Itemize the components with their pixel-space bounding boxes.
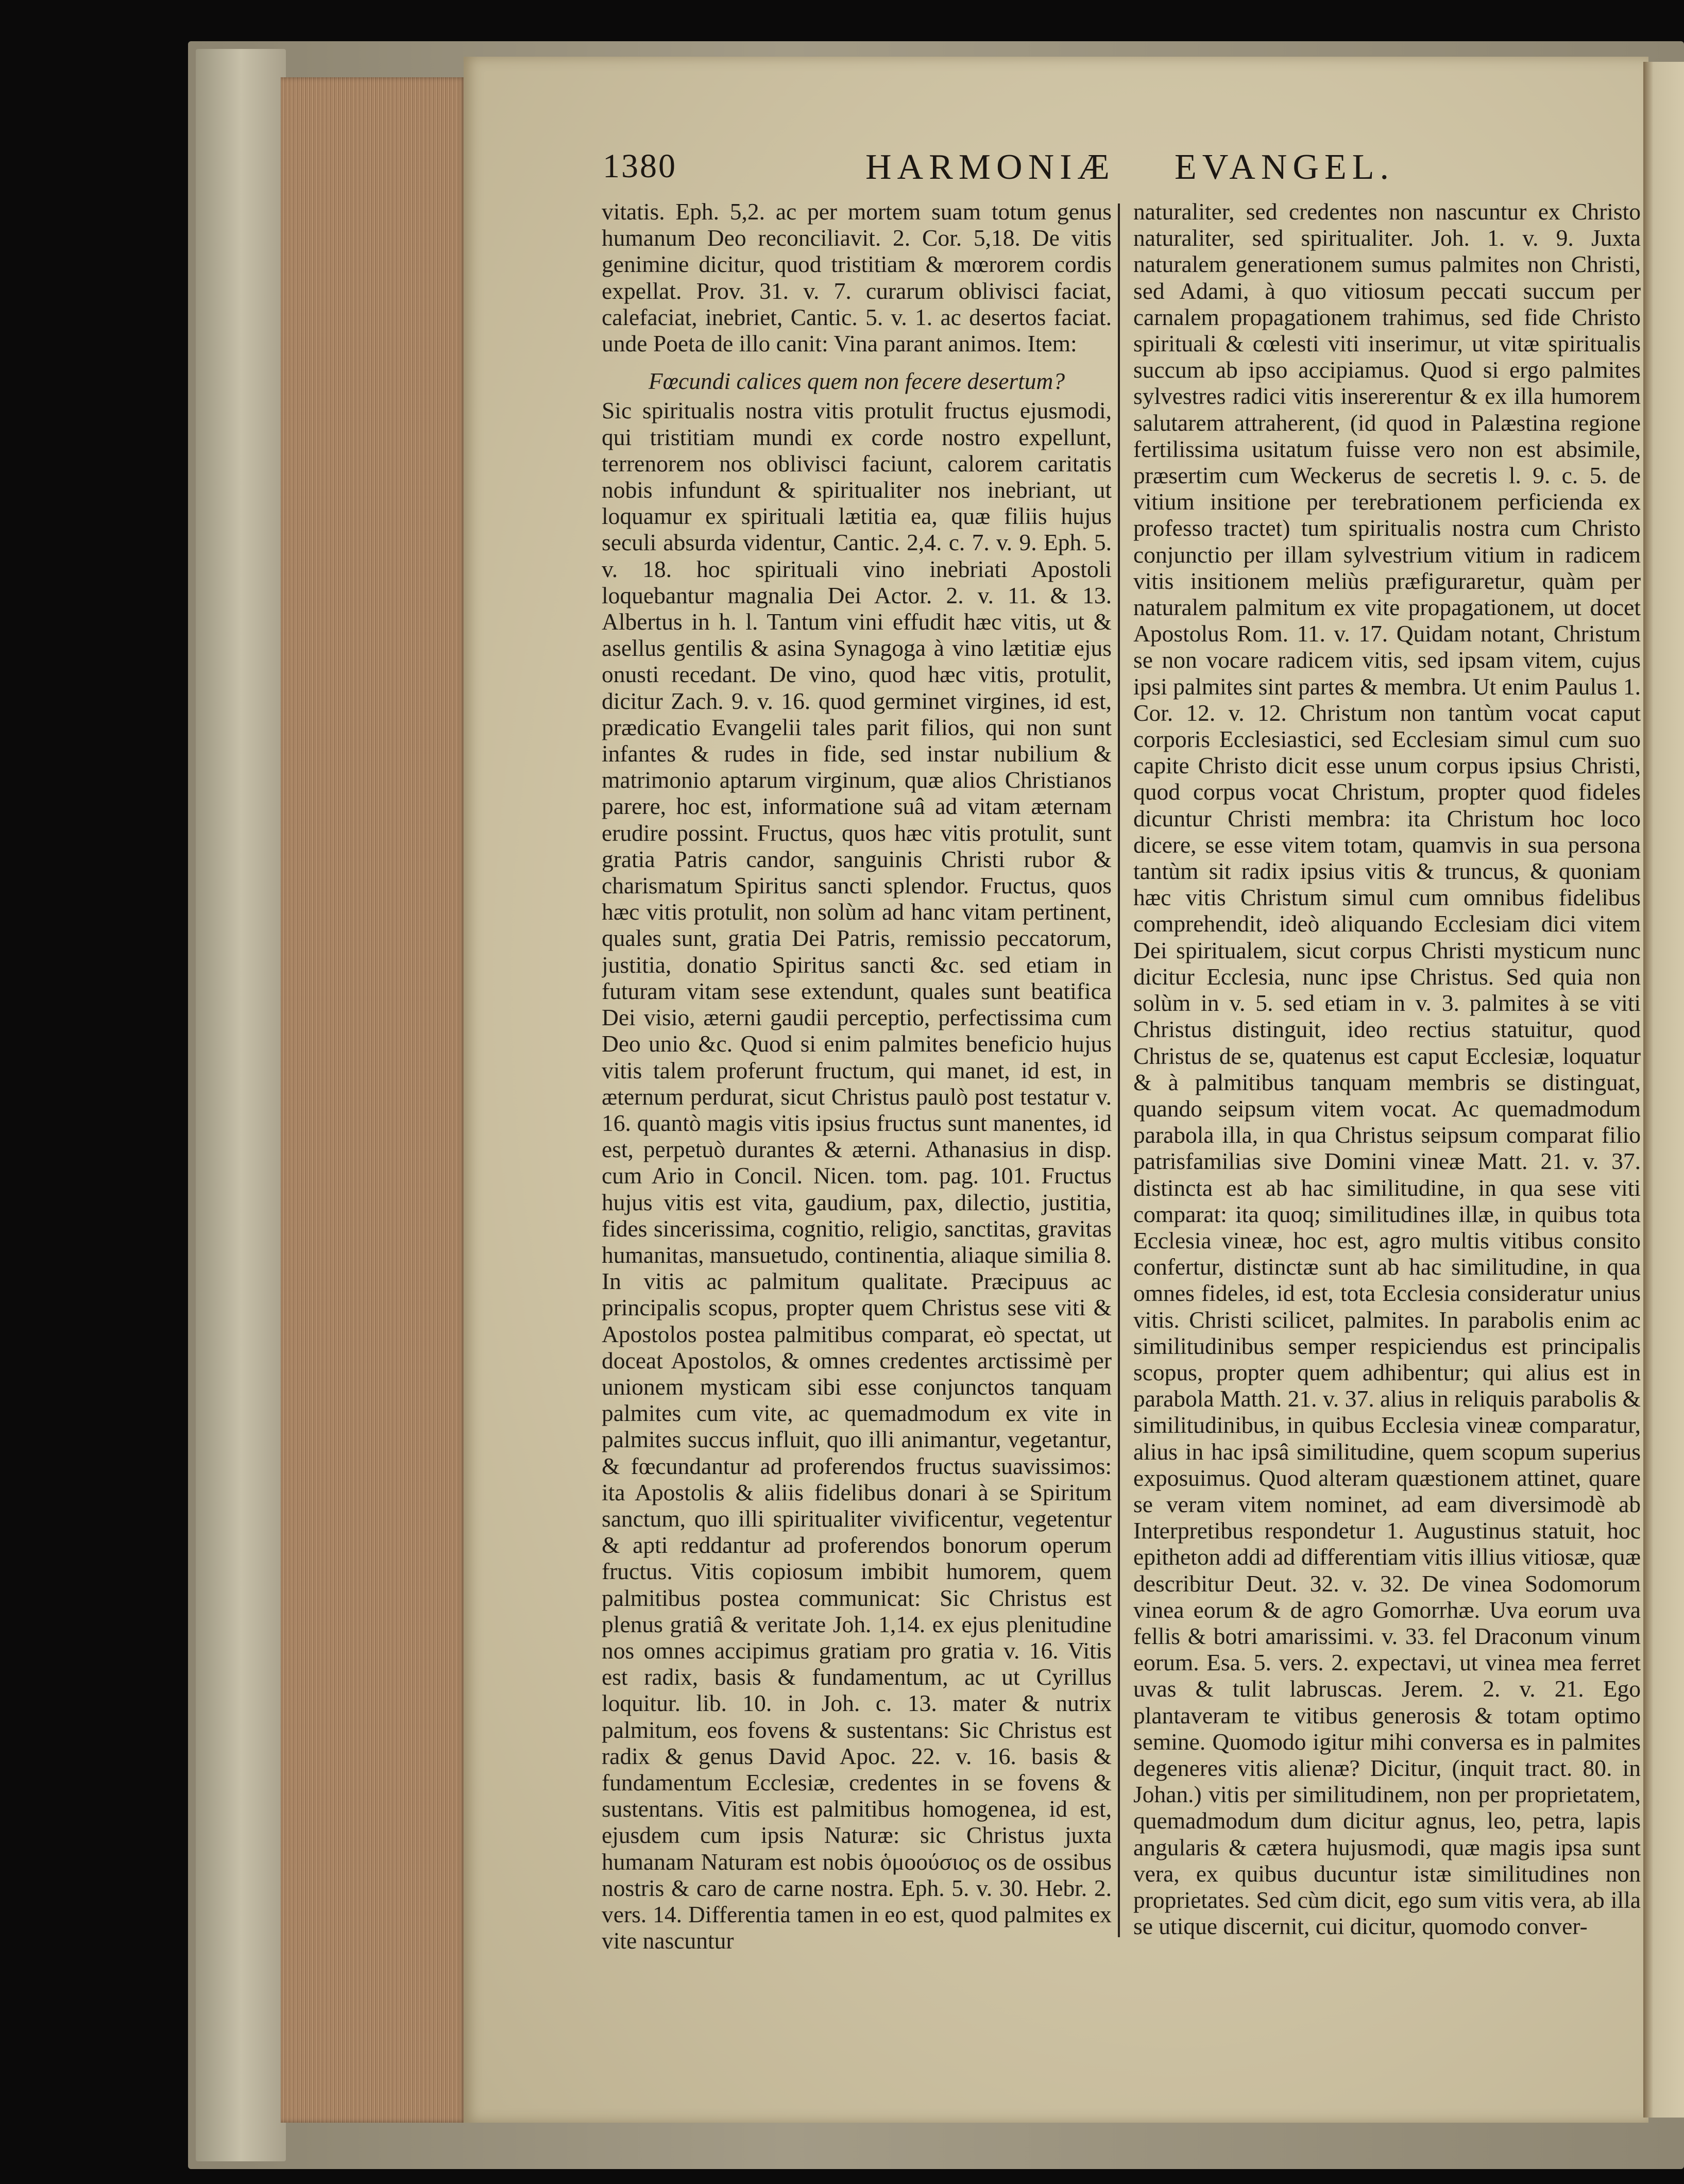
column-divider: [1118, 204, 1120, 1937]
paragraph: Sic spiritualis nostra vitis protulit fructus ejusmodi, qui tristitiam mundi ex corde nostro expellunt, terrenorem nos oblivisci faciunt, calorem caritatis nobis infundunt & spiritualiter nos inebriant, ut loquamur ex spirituali lætitia ea, quæ filiis hujus seculi absurda videntur, Cantic. 2,4. c. 7. v. 9. Eph. 5. v. 18. hoc spirituali vino inebriati Apostoli loquebantur magnalia Dei Actor. 2. v. 11. & 13. Albertus in h. l. Tantum vini effudit hæc vitis, ut & asellus gentilis & asina Synagoga à vino lætitiæ ejus onusti recedant. De vino, quod hæc vitis, protulit, dicitur Zach. 9. v. 16. quod germinet virgines, id est, prædicatio Evangelii tales parit filios, qui non sunt infantes & rudes in fide, sed instar nubilium & matrimonio aptarum virginum, quæ alios Christianos parere, hoc est, informatione suâ ad vitam æternam erudire possint. Fructus, quos hæc vitis protulit, sunt gratia Patris candor, sanguinis Christi rubor & charismatum Spiritus sancti splendor. Fructus, quos hæc vitis protulit, non solùm ad hanc vitam pertinent, quales sunt, gratia Dei Patris, remissio peccatorum, justitia, donatio Spiritus sancti &c. sed etiam in futuram vitam sese extendunt, quales sunt beatifica Dei visio, æterni gaudii perceptio, perfectissima cum Deo unio &c. Quod si enim palmites beneficio hujus vitis talem proferunt fructum, qui manet, id est, in æternum perdurat, sicut Christus paulò post testatur v. 16. quantò magis vitis ipsius fructus sunt manentes, id est, perpetuò durantes & æterni. Athanasius in disp. cum Ario in Concil. Nicen. tom. pag. 101. Fructus hujus vitis est vita, gaudium, pax, dilectio, justitia, fides sincerissima, cognitio, religio, sanctitas, gravitas humanitas, mansuetudo, continentia, aliaque similia 8. In vitis ac palmitum qualitate. Præcipuus ac principalis scopus, propter quem Christus sese viti & Apostolos postea palmitibus comparat, eò spectat, ut doceat Apostolos, & omnes credentes arctissimè per unionem mysticam sibi esse conjunctos tanquam palmites cum vite, ac quemadmodum ex vite in palmites succus influit, quo illi animantur, vegetantur, & fœcundantur ad proferendos fructus suavissimos: ita Apostolis & aliis fidelibus donari à se Spiritum sanctum, quo illi spiritualiter vivificentur, vegetentur & apti reddantur ad proferendos bonorum operum fructus. Vitis copiosum imbibit humorem, quem palmitibus postea communicat: Sic Christus est plenus gratiâ & veritate Joh. 1,14. ex ejus plenitudine nos omnes accipimus gratiam pro gratia v. 16. Vitis est radix, basis & fundamentum, ac ut Cyrillus loquitur. lib. 10. in Joh. c. 13. mater & nutrix palmitum, eos fovens & sustentans: Sic Christus est radix & genus David Apoc. 22. v. 16. basis & fundamentum Ecclesiæ, credentes in se fovens & sustentans. Vitis est palmitibus homogenea, id est, ejusdem cum ipsis Naturæ: sic Christus juxta humanam Naturam est nobis ὁμοούσιος os de ossibus nostris & caro de carne nostra. Eph. 5. v. 30. Hebr. 2. vers. 14. Differentia tamen in eo est, quod palmites ex vite nascuntur: [602, 397, 1112, 1954]
right-text-column: [1133, 198, 1641, 2033]
page-edges: [281, 77, 466, 2123]
running-title-right: EVANGEL.: [1175, 147, 1394, 187]
page-number: 1380: [603, 147, 677, 185]
left-text-column: [602, 198, 1112, 2033]
book-spine: [196, 49, 286, 2161]
facing-page-edge: [1643, 62, 1684, 2118]
verse-quote: Fœcundi calices quem non fecere desertum?: [648, 368, 1065, 395]
paragraph: vitatis. Eph. 5,2. ac per mortem suam totum genus humanum Deo reconciliavit. 2. Cor. 5,18. De vitis genimine dicitur, quod tristitiam & mœrorem cordis expellat. Prov. 31. v. 7. curarum oblivisci faciat, calefaciat, inebriet, Cantic. 5. v. 1. ac desertos faciat. unde Poeta de illo canit: Vina parant animos. Item:: [602, 198, 1112, 357]
running-title-left: HARMONIÆ: [865, 147, 1115, 187]
paragraph: naturaliter, sed credentes non nascuntur ex Christo naturaliter, sed spiritualiter. Joh. 1. v. 9. Juxta naturalem generationem sumus palmites non Christi, sed Adami, à quo vitiosum peccati succum per carnalem propagationem trahimus, sed fide Christo spirituali & cœlesti viti inserimur, ut vitæ spiritualis succum ab ipso accipiamus. Quod si ergo palmites sylvestres radici vitis insererentur & ex illa humorem salutarem attraherent, (id quod in Palæstina regione fertilissima usitatum fuisse vero non est absimile, præsertim cum Weckerus de secretis l. 9. c. 5. de vitium insitione per terebrationem perficienda ex professo tractet) tum spiritualis nostra cum Christo conjunctio per illam sylvestrium vitium in radicem vitis insitionem meliùs præfiguraretur, quàm per naturalem palmitum ex vite propagationem, ut docet Apostolus Rom. 11. v. 17. Quidam notant, Christum se non vocare radicem vitis, sed ipsam vitem, cujus ipsi palmites sint partes & membra. Ut enim Paulus 1. Cor. 12. v. 12. Christum non tantùm vocat caput corporis Ecclesiastici, sed Ecclesiam simul cum suo capite Christo dicit esse unum corpus ipsius Christi, quod corpus vocat Christum, propter quod fideles dicuntur Christi membra: ita Christum hoc loco dicere, se esse vitem totam, quamvis in sua persona tantùm sit radix ipsius vitis & truncus, & quoniam hæc vitis Christum simul cum omnibus fidelibus comprehendit, ideò aliquando Ecclesiam dici vitem Dei spiritualem, sicut corpus Christi mysticum nunc dicitur Ecclesia, nunc ipse Christus. Sed quia non solùm in v. 5. sed etiam in v. 3. palmites à se viti Christus distinguit, ideo rectius statuitur, quod Christus de se, quatenus est caput Ecclesiæ, loquatur & à palmitibus tanquam membris se distinguat, quando seipsum vitem vocat. Ac quemadmodum parabola illa, in qua Christus seipsum comparat filio patrisfamilias sive Domini vineæ Matt. 21. v. 37. distincta est ab hac similitudine, in qua sese viti comparat: ita quoq; similitudines illæ, in quibus tota Ecclesia vineæ, hoc est, agro multis vitibus consito confertur, distinctæ sunt ab hac similitudine, in qua omnes fideles, id est, tota Ecclesia consideratur unius vitis. Christi scilicet, palmites. In parabolis enim ac similitudinibus semper respiciendus est principalis scopus, propter quem adhibentur; qui alius est in parabola Matth. 21. v. 37. alius in reliquis parabolis & similitudinibus, in quibus Ecclesia vineæ comparatur, alius in hac ipsâ similitudine, quem scopum superius exposuimus. Quod alteram quæstionem attinet, quare se veram vitem nominet, ad eam diversimodè ab Interpretibus respondetur 1. Augustinus statuit, hoc epitheton addi ad differentiam vitis illius vitiosæ, quæ describitur Deut. 32. v. 32. De vinea Sodomorum vinea eorum & de agro Gomorrhæ. Uva eorum uva fellis & botri amarissimi. v. 33. fel Draconum vinum eorum. Esa. 5. vers. 2. expectavi, ut vinea mea ferret uvas & tulit labruscas. Jerem. 2. v. 21. Ego plantaveram te vitibus generosis & totam optimo semine. Quomodo igitur mihi conversa es in palmites degeneres vitis alienæ? Dicitur, (inquit tract. 80. in Johan.) vitis per similitudinem, non per proprietatem, quemadmodum dum dicitur agnus, leo, petra, lapis angularis & cætera hujusmodi, quæ magis ipsa sunt vera, ex quibus ducuntur istæ similitudines non proprietates. Sed cùm dicit, ego sum vitis vera, ab illa se utique discernit, cui dicitur, quomodo conver-: [1133, 198, 1641, 1940]
